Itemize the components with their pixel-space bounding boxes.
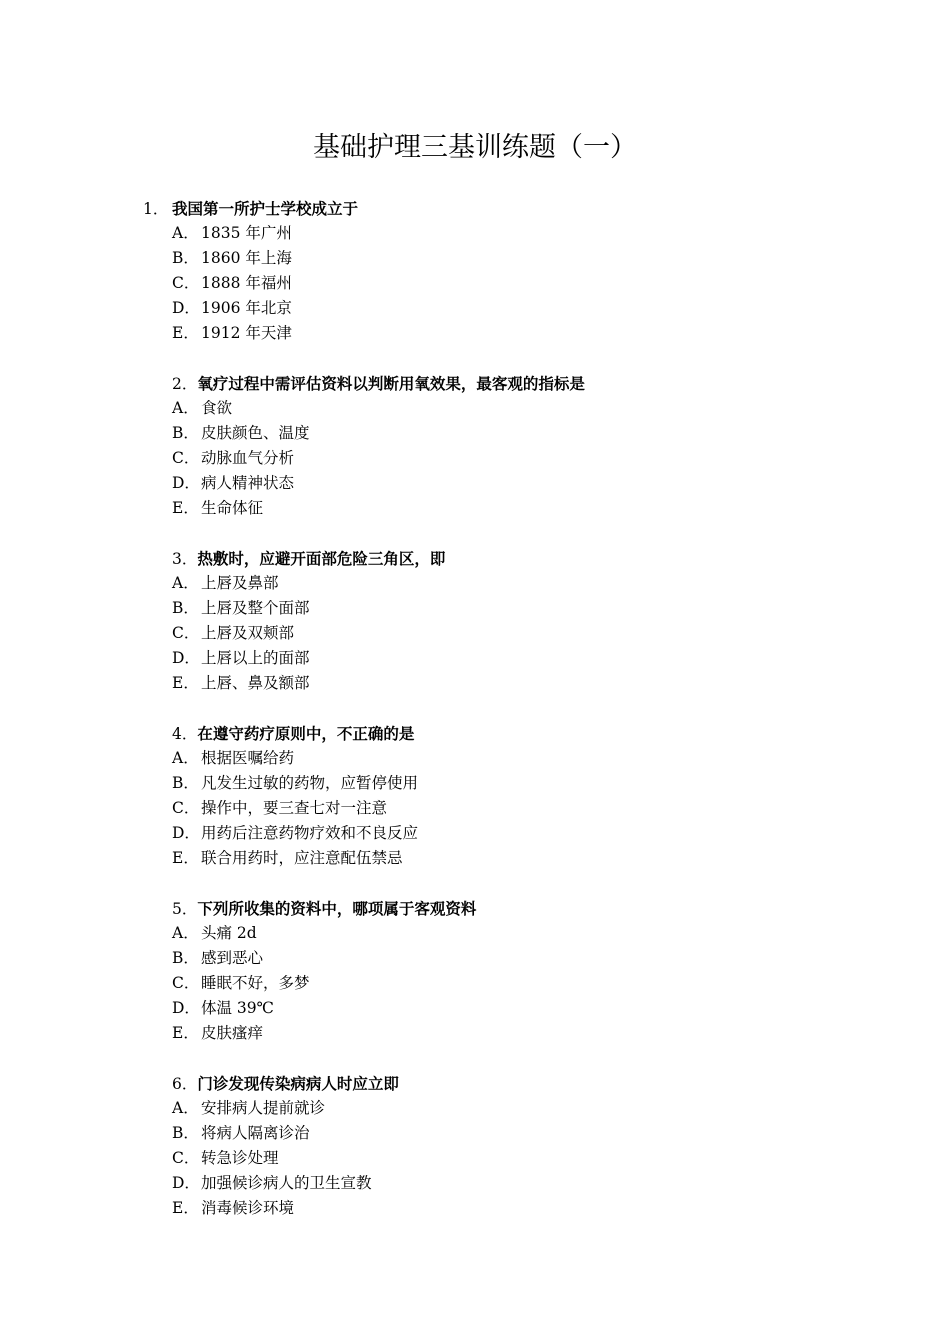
option-e [0, 1196, 950, 1221]
option-d [0, 996, 950, 1021]
question-2 [0, 371, 950, 521]
option-c [0, 271, 950, 296]
option-c [0, 621, 950, 646]
option-letter: E． [172, 499, 199, 517]
option-letter: D． [172, 649, 200, 667]
option-text: 安排病人提前就诊 [201, 1099, 326, 1117]
option-letter: D． [172, 474, 200, 492]
question-text: 下列所收集的资料中，哪项属于客观资料 [197, 899, 477, 918]
question-stem [0, 196, 950, 221]
option-letter: C． [172, 974, 200, 992]
option-letter: C． [172, 1149, 200, 1167]
question-5 [0, 896, 950, 1046]
option-text: 上唇、鼻及额部 [201, 674, 310, 692]
option-text: 将病人隔离诊治 [201, 1124, 310, 1142]
option-d [0, 821, 950, 846]
question-text: 在遵守药疗原则中，不正确的是 [197, 724, 415, 743]
option-letter: D． [172, 1174, 200, 1192]
option-text: 上唇及鼻部 [201, 574, 279, 592]
option-c [0, 796, 950, 821]
option-letter: D． [172, 824, 200, 842]
option-a [0, 1096, 950, 1121]
option-b [0, 421, 950, 446]
option-letter: D． [172, 999, 200, 1017]
option-text: 病人精神状态 [201, 474, 295, 492]
option-a [0, 746, 950, 771]
option-e [0, 671, 950, 696]
option-text: 动脉血气分析 [201, 449, 295, 467]
option-letter: C． [172, 449, 200, 467]
question-stem [0, 721, 950, 746]
option-text: 联合用药时，应注意配伍禁忌 [201, 849, 403, 867]
question-stem [0, 546, 950, 571]
option-c [0, 1146, 950, 1171]
question-stem [0, 896, 950, 921]
option-letter: B． [172, 424, 199, 442]
option-letter: C． [172, 624, 200, 642]
question-number: 2． [172, 375, 198, 393]
option-letter: A． [172, 399, 199, 417]
option-e [0, 846, 950, 871]
option-e [0, 321, 950, 346]
option-text: 皮肤颜色、温度 [201, 424, 310, 442]
question-3 [0, 546, 950, 696]
option-c [0, 446, 950, 471]
option-text: 操作中，要三查七对一注意 [201, 799, 388, 817]
option-a [0, 571, 950, 596]
option-d [0, 1171, 950, 1196]
option-letter: A． [172, 574, 199, 592]
question-6 [0, 1071, 950, 1221]
option-letter: D． [172, 299, 200, 317]
question-4 [0, 721, 950, 871]
option-text: 体温 39℃ [201, 999, 274, 1017]
option-b [0, 946, 950, 971]
option-text: 1888 年福州 [201, 274, 292, 292]
option-text: 上唇及整个面部 [201, 599, 310, 617]
option-letter: B． [172, 599, 199, 617]
option-text: 上唇及双颊部 [201, 624, 295, 642]
option-letter: B． [172, 774, 199, 792]
question-text: 我国第一所护士学校成立于 [172, 199, 359, 218]
option-text: 1860 年上海 [201, 249, 292, 267]
option-letter: A． [172, 749, 199, 767]
option-text: 上唇以上的面部 [201, 649, 310, 667]
option-text: 食欲 [201, 399, 233, 417]
option-d [0, 296, 950, 321]
question-stem [0, 371, 950, 396]
option-letter: B． [172, 249, 199, 267]
option-b [0, 1121, 950, 1146]
question-stem [0, 1071, 950, 1096]
option-letter: A． [172, 1099, 199, 1117]
option-text: 1912 年天津 [201, 324, 292, 342]
option-text: 转急诊处理 [201, 1149, 279, 1167]
question-number: 5． [172, 900, 198, 918]
question-number: 4． [172, 725, 198, 743]
option-letter: B． [172, 949, 199, 967]
document-title: 基础护理三基训练题（一） [313, 132, 637, 163]
question-number: 3． [172, 550, 198, 568]
option-a [0, 221, 950, 246]
option-a [0, 921, 950, 946]
option-text: 生命体征 [201, 499, 264, 517]
option-e [0, 1021, 950, 1046]
option-b [0, 771, 950, 796]
option-letter: B． [172, 1124, 199, 1142]
option-b [0, 246, 950, 271]
option-d [0, 471, 950, 496]
option-a [0, 396, 950, 421]
option-letter: C． [172, 799, 200, 817]
option-text: 1835 年广州 [201, 224, 292, 242]
option-text: 头痛 2d [201, 924, 257, 942]
question-text: 门诊发现传染病病人时应立即 [197, 1074, 399, 1093]
option-text: 根据医嘱给药 [201, 749, 295, 767]
option-c [0, 971, 950, 996]
option-letter: E． [172, 1024, 199, 1042]
option-letter: E． [172, 1199, 199, 1217]
option-letter: E． [172, 324, 199, 342]
option-text: 消毒候诊环境 [201, 1199, 295, 1217]
option-text: 睡眠不好，多梦 [201, 974, 310, 992]
option-letter: E． [172, 674, 199, 692]
question-text: 氧疗过程中需评估资料以判断用氧效果，最客观的指标是 [197, 374, 585, 393]
option-text: 凡发生过敏的药物，应暂停使用 [201, 774, 419, 792]
question-text: 热敷时，应避开面部危险三角区，即 [197, 549, 446, 568]
option-e [0, 496, 950, 521]
option-text: 1906 年北京 [201, 299, 292, 317]
option-d [0, 646, 950, 671]
question-list [0, 196, 950, 1246]
option-letter: E． [172, 849, 199, 867]
question-number: 6． [172, 1075, 198, 1093]
option-text: 用药后注意药物疗效和不良反应 [201, 824, 419, 842]
option-letter: A． [172, 924, 199, 942]
option-b [0, 596, 950, 621]
option-letter: C． [172, 274, 200, 292]
question-number: 1． [143, 200, 169, 218]
option-letter: A． [172, 224, 199, 242]
option-text: 皮肤瘙痒 [201, 1024, 264, 1042]
question-1 [0, 196, 950, 346]
option-text: 感到恶心 [201, 949, 264, 967]
option-text: 加强候诊病人的卫生宣教 [201, 1174, 372, 1192]
